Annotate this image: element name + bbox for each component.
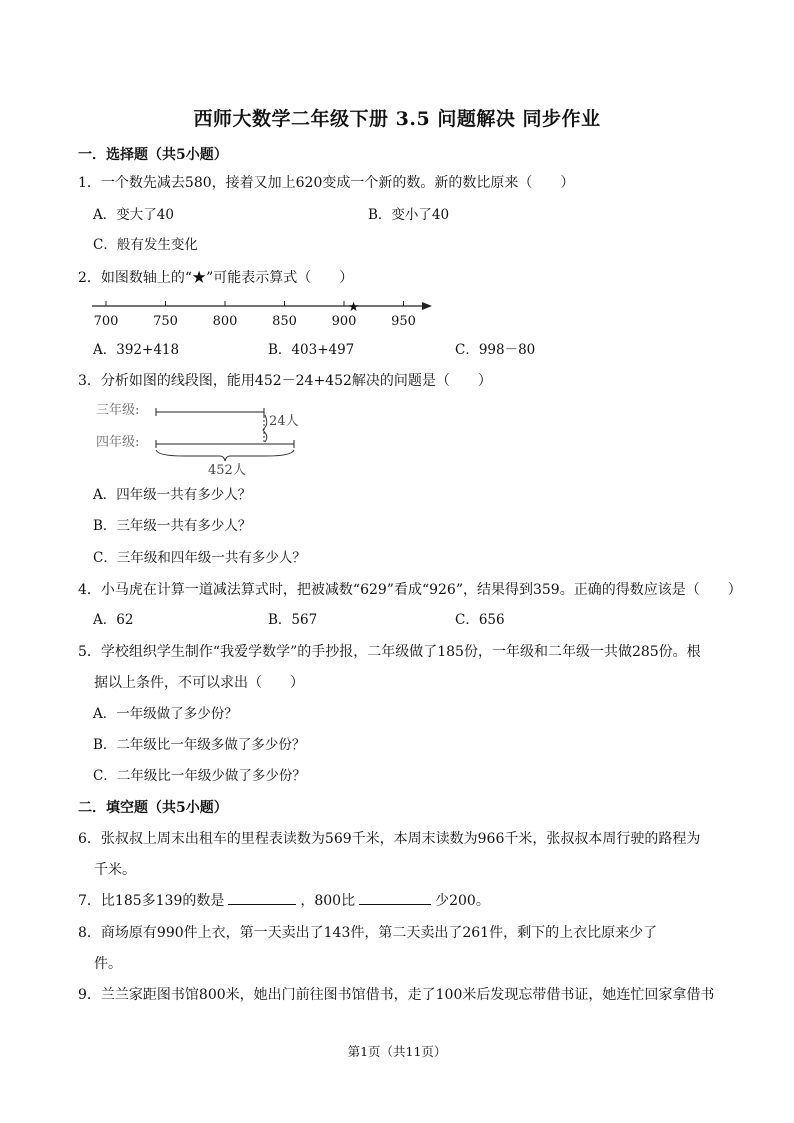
question-1-stem: 1．一个数先减去580，接着又加上620变成一个新的数。新的数比原来（ ） (78, 175, 575, 191)
question-6-line2: 千米。 (94, 862, 136, 878)
number-line-arrow (422, 302, 432, 310)
question-2-option-c: C．998－80 (455, 342, 536, 358)
question-7-part3: 少200。 (435, 893, 490, 909)
question-5-option-c: C．二年级比一年级少做了多少份？ (93, 768, 306, 784)
segment-diagram (94, 398, 314, 478)
answer-blank[interactable] (228, 892, 296, 905)
question-8-line1: 8．商场原有990件上衣，第一天卖出了143件，第二天卖出了261件，剩下的上衣比原来少了 (78, 925, 658, 941)
number-line-tick-label: 900 (331, 314, 357, 329)
page-title: 西师大数学二年级下册 3.5 问题解决 同步作业 (193, 108, 601, 130)
grade3-label: 三年级: (96, 403, 140, 418)
section-heading-fill: 二．填空题（共5小题） (78, 800, 228, 816)
question-5-option-a: A．一年级做了多少份？ (93, 706, 238, 722)
diff-label: 24人 (269, 414, 299, 429)
question-5-option-b: B．二年级比一年级多做了多少份？ (93, 737, 306, 753)
question-7-part2: ，800比 (300, 893, 356, 909)
number-line-tick-label: 750 (153, 314, 178, 329)
total-label: 452人 (208, 463, 246, 478)
number-line-tick-label: 950 (391, 314, 416, 329)
question-7 (78, 891, 490, 911)
question-1-option-b: B．变小了40 (368, 207, 450, 223)
total-brace (156, 450, 294, 461)
question-2-option-a: A．392+418 (93, 342, 180, 358)
question-4-option-b: B．567 (268, 612, 318, 628)
question-7-part1: 7．比185多139的数是 (78, 893, 225, 909)
answer-blank[interactable] (359, 892, 431, 905)
section-heading-choice: 一．选择题（共5小题） (78, 147, 228, 163)
grade4-label: 四年级: (96, 435, 140, 450)
number-line-tick-label: 700 (93, 314, 119, 329)
question-1-option-a: A．变大了40 (93, 207, 174, 223)
question-3-option-c: C．三年级和四年级一共有多少人？ (93, 550, 306, 566)
question-2-stem: 2．如图数轴上的“★”可能表示算式（ ） (78, 270, 354, 286)
question-4-option-a: A．62 (93, 612, 134, 628)
question-2-option-b: B．403+497 (268, 342, 355, 358)
star-icon: ★ (347, 300, 360, 315)
number-line-figure (88, 296, 438, 332)
question-3-stem: 3．分析如图的线段图，能用452－24+452解决的问题是（ ） (78, 373, 492, 389)
question-4-stem: 4．小马虎在计算一道减法算式时，把被减数“629”看成“926”，结果得到359。正确的得数应该是（ ） (78, 582, 742, 598)
question-9-line1: 9．兰兰家距图书馆800米，她出门前往图书馆借书，走了100米后发现忘带借书证，她连忙回家拿借书 (78, 987, 715, 1003)
question-8-line2: 件。 (94, 956, 122, 972)
number-line-tick-label: 850 (272, 314, 297, 329)
number-line-tick-label: 800 (212, 314, 238, 329)
question-5-stem-line2: 据以上条件，不可以求出（ ） (94, 675, 304, 691)
question-6-line1: 6．张叔叔上周末出租车的里程表读数为569千米，本周末读数为966千米，张叔叔本周行驶的路程为 (78, 831, 701, 847)
question-1-option-c: C．般有发生变化 (93, 237, 198, 253)
page-footer: 第1页（共11页） (347, 1044, 447, 1059)
question-4-option-c: C．656 (455, 612, 505, 628)
question-3-option-a: A．四年级一共有多少人？ (93, 487, 252, 503)
question-3-option-b: B．三年级一共有多少人？ (93, 518, 252, 534)
question-5-stem-line1: 5．学校组织学生制作“我爱学数学”的手抄报，二年级做了185份，一年级和二年级一共做285份。根 (78, 644, 701, 660)
